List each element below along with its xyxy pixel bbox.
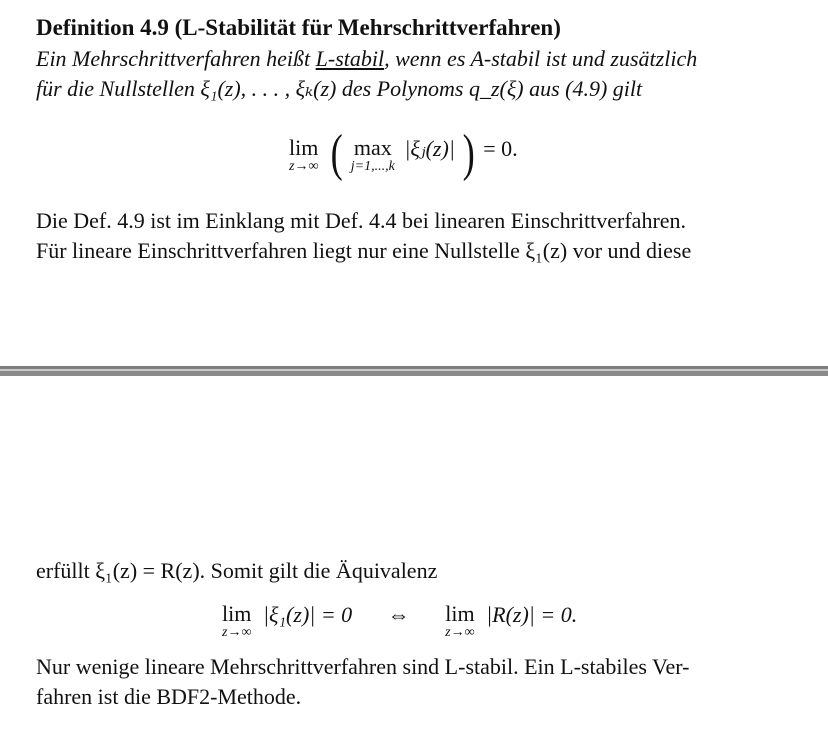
- definition-text: aus: [523, 76, 566, 101]
- equivalence-right: |R(z)| = 0.: [486, 602, 578, 627]
- lim-left-subscript: z→∞: [222, 625, 252, 640]
- definition-math-polynomial: q_z(ξ): [468, 76, 524, 101]
- paragraph-3: [36, 652, 816, 712]
- definition-term: L-stabil: [315, 46, 385, 71]
- definition-math-roots: ξ₁(z), . . . , ξₖ(z): [200, 76, 337, 101]
- formula-equivalence: [222, 602, 577, 640]
- definition-text: des Polynoms: [336, 76, 469, 101]
- lim-left-text: lim: [222, 601, 252, 626]
- definition-text: für die Nullstellen: [36, 76, 201, 101]
- definition-text: , wenn es A-stabil ist und zusätzlich: [384, 46, 698, 71]
- paragraph-1: [36, 206, 816, 266]
- max-text: max: [353, 135, 392, 160]
- paragraph-2: [36, 556, 816, 586]
- page-top: [0, 0, 828, 366]
- max-subscript: j=1,...,k: [350, 159, 395, 174]
- lim-operator-right: [445, 602, 474, 640]
- lim-operator: [289, 136, 318, 174]
- formula-rhs: = 0.: [483, 136, 518, 161]
- definition-text: gilt: [607, 76, 643, 101]
- lim-subscript: z→∞: [289, 159, 319, 174]
- lim-operator-left: [222, 602, 251, 640]
- left-paren: (: [330, 125, 343, 182]
- right-paren: ): [462, 125, 476, 182]
- equivalence-symbol: ⇔: [387, 602, 410, 627]
- paragraph-2-line-1: erfüllt ξ₁(z) = R(z). Somit gilt die Äquivalenz: [36, 558, 438, 583]
- lim-right-text: lim: [445, 601, 475, 626]
- paragraph-1-line-1: Die Def. 4.9 ist im Einklang mit Def. 4.4 bei linearen Einschrittverfahren.: [36, 208, 687, 233]
- definition-ref: (4.9): [565, 76, 608, 101]
- lim-text: lim: [289, 135, 319, 160]
- max-operator: [351, 136, 395, 174]
- definition-line-1: [36, 44, 816, 74]
- definition-line-2: [36, 74, 816, 104]
- formula-l-stability: [289, 125, 518, 182]
- definition-heading: Definition 4.9 (L-Stabilität für Mehrschrittverfahren): [36, 15, 561, 40]
- definition-text: Ein Mehrschrittverfahren heißt: [36, 46, 316, 71]
- page-separator: [0, 366, 828, 376]
- paragraph-3-line-2: fahren ist die BDF2-Methode.: [36, 684, 302, 709]
- paragraph-1-line-2: Für lineare Einschrittverfahren liegt nur eine Nullstelle ξ₁(z) vor und diese: [36, 238, 692, 263]
- formula-expression: |ξⱼ(z)|: [404, 136, 455, 161]
- equivalence-left: |ξ₁(z)| = 0: [262, 602, 353, 627]
- paragraph-3-line-1: Nur wenige lineare Mehrschrittverfahren sind L-stabil. Ein L-stabiles Ver-: [36, 654, 690, 679]
- lim-right-subscript: z→∞: [445, 625, 475, 640]
- definition-body: [36, 44, 816, 104]
- page-bottom: [0, 376, 828, 735]
